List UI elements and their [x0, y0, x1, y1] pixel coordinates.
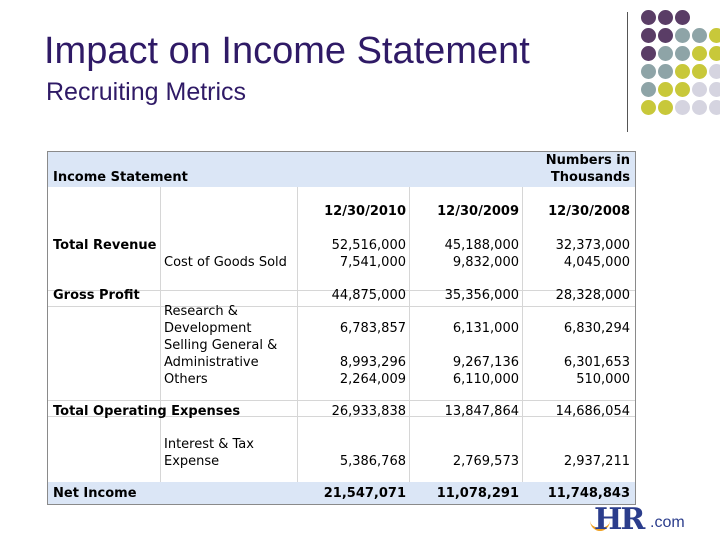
cell-value: 6,783,857: [339, 321, 406, 336]
decor-dot: [675, 10, 690, 25]
cell-value: 4,045,000: [563, 255, 630, 270]
row-label-net-income: Net Income: [53, 486, 137, 501]
decor-dot: [658, 82, 673, 97]
cell-value: 11,748,843: [547, 486, 630, 501]
decor-dot: [692, 64, 707, 79]
cell-value: 26,933,838: [331, 404, 406, 419]
decor-dot: [709, 64, 720, 79]
decor-dot: [692, 100, 707, 115]
cell-value: 5,386,768: [339, 454, 406, 469]
decor-dot: [692, 82, 707, 97]
cell-value: 13,847,864: [444, 404, 519, 419]
row-label-others: Others: [164, 372, 208, 387]
cell-value: 9,832,000: [452, 255, 519, 270]
slide-title: Impact on Income Statement: [44, 30, 530, 72]
decor-dot: [709, 46, 720, 61]
decor-dot: [709, 100, 720, 115]
decor-dot: [675, 100, 690, 115]
cell-value: 6,830,294: [563, 321, 630, 336]
cell-value: 510,000: [576, 372, 630, 387]
grid-line: [48, 306, 635, 307]
decor-dot: [658, 10, 673, 25]
row-label-rnd-line2: Development: [164, 321, 252, 336]
decor-dot: [709, 28, 720, 43]
cell-value: 2,264,009: [339, 372, 406, 387]
cell-value: 28,328,000: [555, 288, 630, 303]
cell-value: 2,937,211: [563, 454, 630, 469]
decor-dot: [675, 28, 690, 43]
cell-value: 44,875,000: [331, 288, 406, 303]
row-label-sga-line2: Administrative: [164, 355, 259, 370]
decor-dot: [641, 46, 656, 61]
row-label-interest-tax-line2: Expense: [164, 454, 220, 469]
logo-suffix: .com: [650, 514, 685, 531]
decor-dot: [675, 82, 690, 97]
decor-dot: [675, 46, 690, 61]
row-label-rnd-line1: Research &: [164, 304, 238, 319]
units-note-line2: Thousands: [550, 170, 630, 185]
decor-dot: [658, 64, 673, 79]
decor-dot: [675, 64, 690, 79]
decor-dot: [658, 28, 673, 43]
decor-dot: [641, 82, 656, 97]
decorative-divider: [627, 12, 628, 132]
cell-value: 8,993,296: [339, 355, 406, 370]
cell-value: 9,267,136: [452, 355, 519, 370]
cell-value: 2,769,573: [452, 454, 519, 469]
hr-com-logo: [588, 500, 720, 540]
cell-value: 6,110,000: [452, 372, 519, 387]
cell-value: 14,686,054: [555, 404, 630, 419]
decor-dot: [641, 100, 656, 115]
table-heading: Income Statement: [53, 170, 188, 185]
row-label-gross-profit: Gross Profit: [53, 288, 140, 303]
cell-value: 7,541,000: [339, 255, 406, 270]
decor-dot: [709, 82, 720, 97]
slide-subtitle: Recruiting Metrics: [46, 78, 247, 106]
row-label-sga-line1: Selling General &: [164, 338, 278, 353]
decor-dot: [658, 46, 673, 61]
decor-dot: [692, 46, 707, 61]
logo-mark: HR: [594, 502, 644, 537]
cell-value: 35,356,000: [444, 288, 519, 303]
date-header-2008: 12/30/2008: [548, 204, 630, 219]
decor-dot: [641, 64, 656, 79]
date-header-2010: 12/30/2010: [324, 204, 406, 219]
decor-dot: [641, 10, 656, 25]
row-label-total-opex: Total Operating Expenses: [53, 404, 241, 419]
decor-dot: [641, 28, 656, 43]
cell-value: 11,078,291: [436, 486, 519, 501]
decor-dot: [692, 28, 707, 43]
cell-value: 32,373,000: [555, 238, 630, 253]
decorative-dot-grid: [639, 10, 720, 120]
income-statement-table: [47, 151, 636, 505]
cell-value: 45,188,000: [444, 238, 519, 253]
cell-value: 52,516,000: [331, 238, 406, 253]
grid-line: [160, 187, 161, 482]
cell-value: 21,547,071: [323, 486, 406, 501]
grid-line: [48, 400, 635, 401]
cell-value: 6,301,653: [563, 355, 630, 370]
decor-dot: [658, 100, 673, 115]
row-label-total-revenue: Total Revenue: [53, 238, 157, 253]
cell-value: 6,131,000: [452, 321, 519, 336]
units-note-line1: Numbers in: [545, 153, 630, 168]
row-label-cogs: Cost of Goods Sold: [164, 255, 287, 270]
row-label-interest-tax-line1: Interest & Tax: [164, 437, 254, 452]
date-header-2009: 12/30/2009: [437, 204, 519, 219]
